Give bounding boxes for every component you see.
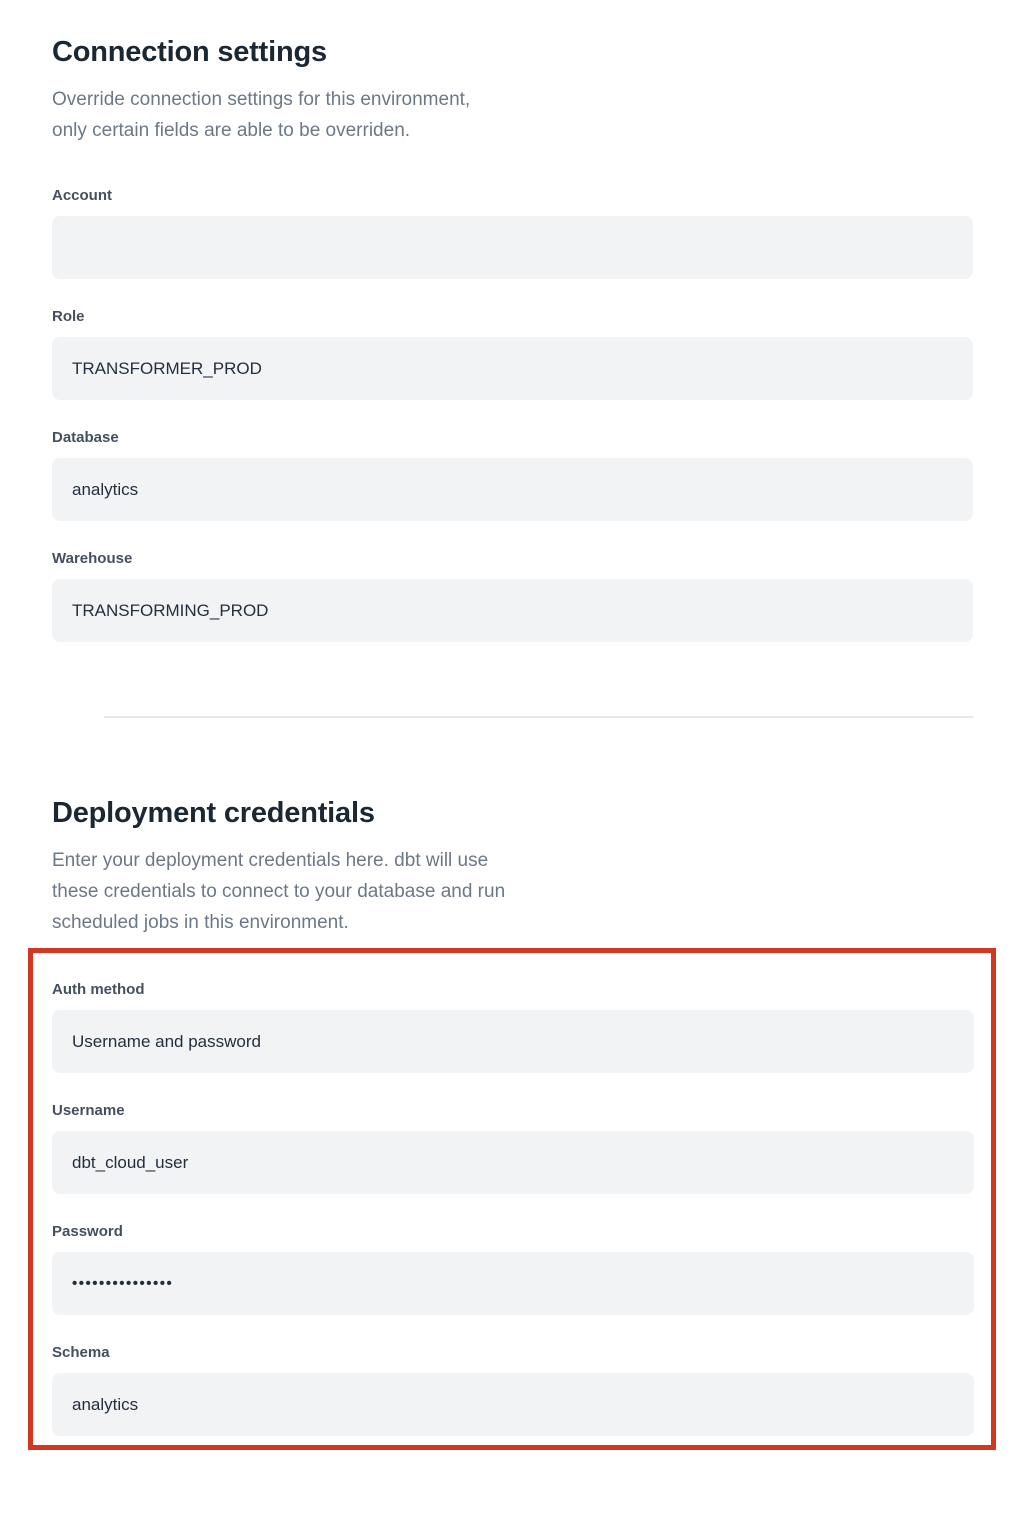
settings-page — [0, 34, 1018, 1450]
password-field-group — [52, 1222, 974, 1315]
warehouse-label: Warehouse — [52, 550, 133, 567]
role-input[interactable] — [52, 337, 973, 400]
warehouse-input[interactable] — [52, 579, 973, 642]
connection-settings-section — [52, 34, 973, 642]
description-line: scheduled jobs in this environment. — [52, 912, 349, 933]
warehouse-field-group — [52, 549, 973, 642]
schema-input[interactable] — [52, 1373, 974, 1436]
database-input[interactable] — [52, 458, 973, 521]
connection-settings-title: Connection settings — [52, 36, 327, 68]
connection-settings-description — [52, 84, 973, 146]
role-field-group — [52, 307, 973, 400]
section-divider — [104, 716, 973, 718]
description-line: these credentials to connect to your database and run — [52, 881, 506, 902]
username-field-group — [52, 1101, 974, 1194]
schema-field-group — [52, 1343, 974, 1436]
auth-method-label: Auth method — [52, 981, 145, 998]
credentials-highlight-box — [28, 948, 996, 1450]
schema-label: Schema — [52, 1344, 110, 1361]
description-line: Override connection settings for this environment, — [52, 89, 471, 110]
deployment-credentials-section — [52, 795, 973, 1450]
username-input[interactable] — [52, 1131, 974, 1194]
description-line: Enter your deployment credentials here. dbt will use — [52, 850, 489, 871]
database-field-group — [52, 428, 973, 521]
password-input[interactable] — [52, 1252, 974, 1315]
database-label: Database — [52, 429, 119, 446]
username-label: Username — [52, 1102, 125, 1119]
account-input[interactable] — [52, 216, 973, 279]
account-field-group — [52, 186, 973, 279]
auth-method-input[interactable] — [52, 1010, 974, 1073]
auth-method-field-group — [52, 980, 974, 1073]
account-label: Account — [52, 187, 112, 204]
deployment-credentials-title: Deployment credentials — [52, 797, 375, 829]
password-label: Password — [52, 1223, 123, 1240]
role-label: Role — [52, 308, 85, 325]
deployment-credentials-description — [52, 845, 973, 938]
description-line: only certain fields are able to be overriden. — [52, 120, 411, 141]
